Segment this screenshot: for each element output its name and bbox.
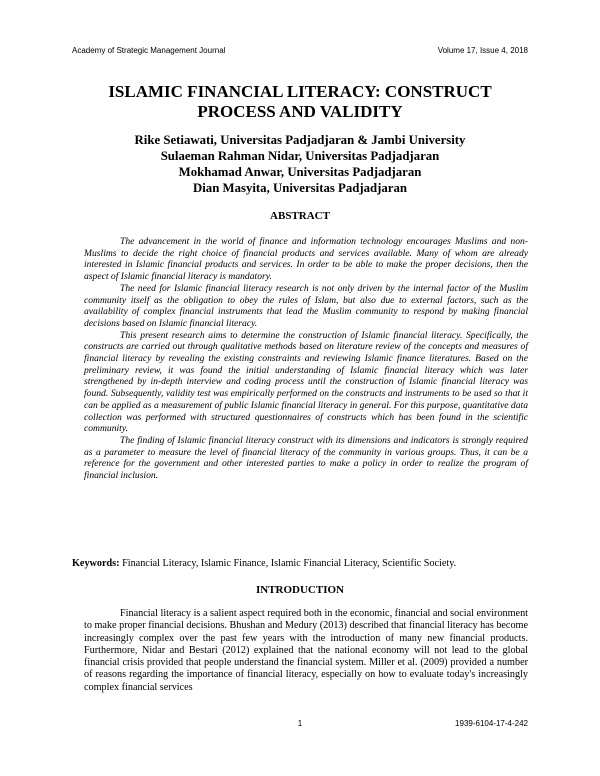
author-4: Dian Masyita, Universitas Padjadjaran	[193, 181, 407, 195]
introduction-heading: INTRODUCTION	[255, 584, 344, 596]
title-line-2: PROCESS AND VALIDITY	[197, 102, 403, 121]
page-number: 1	[297, 719, 303, 728]
document-id: 1939-6104-17-4-242	[455, 719, 528, 728]
title-line-1: ISLAMIC FINANCIAL LITERACY: CONSTRUCT	[108, 82, 492, 101]
keywords-label: Keywords:	[72, 558, 120, 569]
running-header	[72, 46, 528, 58]
keywords-text: Financial Literacy, Islamic Finance, Islamic Financial Literacy, Scientific Society.	[122, 558, 457, 569]
introduction-body	[84, 608, 528, 694]
author-list	[60, 132, 540, 196]
abstract-paragraph-2: The need for Islamic financial literacy research is not only driven by the internal factor of the Muslim community itself as the obligation to obey the rules of Islam, but also due to external factors, such as the availability of complex financial instruments that lead the Muslim community to respond by making financial decisions based on Islamic financial literacy.	[84, 282, 528, 329]
volume-issue: Volume 17, Issue 4, 2018	[437, 46, 528, 55]
abstract-body	[84, 236, 528, 482]
paper-title	[60, 82, 540, 122]
abstract-paragraph-4: The finding of Islamic financial literacy construct with its dimensions and indicators is strongly required as a parameter to measure the level of financial literacy of the community in various groups. Thus, it can be a reference for the government and other interested parties to make a policy in order to realize the program of financial inclusion.	[84, 434, 528, 482]
page-footer	[72, 719, 528, 731]
abstract-heading: ABSTRACT	[270, 210, 330, 222]
journal-name: Academy of Strategic Management Journal	[72, 46, 226, 55]
keywords	[72, 558, 540, 569]
abstract-paragraph-3: This present research aims to determine the construction of Islamic financial literacy. Specifically, the constructs are carried out through qualitative methods based on literature review of the concepts and measures of financial literacy by revealing the existing constraints and reviewing Islamic finance literatures. Based on the preliminary review, it was found the initial understanding of Islamic financial literacy which was later strengthened by in-depth interview and coding process until the construction of Islamic financial literacy was found. Subsequently, validity test was empirically performed on the constructs and instruments to be used so that it can be applied as a measurement of public Islamic financial literacy in general. For this purpose, quantitative data collection was performed with structured questionnaires of constructs which has been found in the scientific community.	[84, 329, 528, 435]
introduction-paragraph: Financial literacy is a salient aspect required both in the economic, financial and social environment to make proper financial decisions. Bhushan and Medury (2013) described that financial literacy has become increasingly complex over the past few years with the introduction of many new financial products. Furthermore, Nidar and Bestari (2012) explained that the national economy will not lead to the global financial crisis provided that people understand the financial system. Miller et al. (2009) provided a number of reasons regarding the importance of financial literacy, especially on how to evaluate today's increasingly complex financial services	[84, 608, 528, 693]
author-3: Mokhamad Anwar, Universitas Padjadjaran	[178, 165, 422, 179]
abstract-paragraph-1: The advancement in the world of finance and information technology encourages Muslims and non-Muslims to decide the right choice of financial products and services available. Many of whom are already interested in Islamic financial products and services. In order to be able to make the proper decisions, then the aspect of Islamic financial literacy is mandatory.	[84, 236, 528, 283]
author-2: Sulaeman Rahman Nidar, Universitas Padjadjaran	[160, 149, 440, 163]
author-1: Rike Setiawati, Universitas Padjadjaran & Jambi University	[134, 133, 466, 147]
